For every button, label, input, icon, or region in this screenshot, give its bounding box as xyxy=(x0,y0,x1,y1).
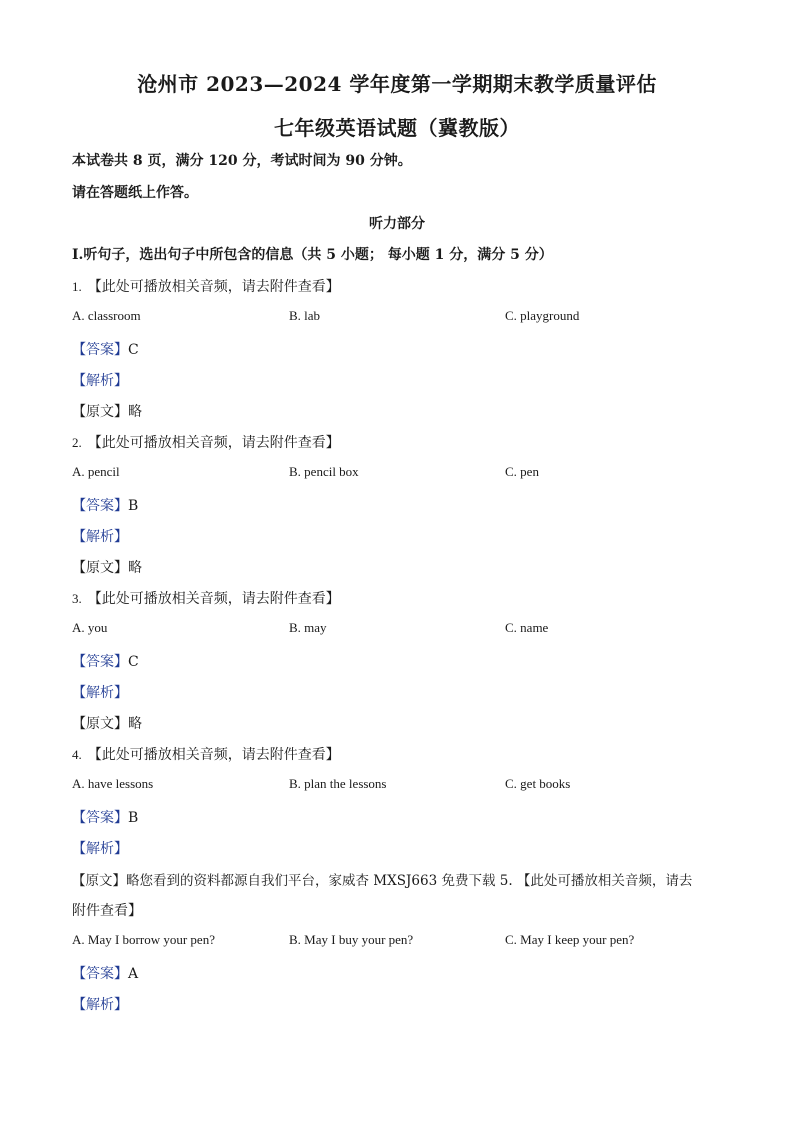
original-value: 略 xyxy=(128,716,142,732)
question-4-prompt xyxy=(72,744,340,764)
question-2-prompt xyxy=(72,432,340,452)
part-instruction: Ⅰ.听句子，选出句子中所包含的信息（共 5 小题； 每小题 1 分，满分 5 分） xyxy=(72,247,553,263)
section-heading: 听力部分 xyxy=(369,216,425,232)
exam-info-line: 本试卷共 8 页，满分 120 分，考试时间为 90 分钟。 xyxy=(72,153,412,169)
option-a: A. you xyxy=(72,620,108,635)
answer-line xyxy=(72,339,139,359)
answer-tag: 【答案】 xyxy=(72,654,128,670)
original-tag: 【原文】 xyxy=(72,404,128,420)
original-value: 略 xyxy=(128,404,142,420)
original-line-continuation: 附件查看】 xyxy=(72,903,142,919)
option-c: C. get books xyxy=(505,776,571,791)
question-3-prompt xyxy=(72,588,340,608)
answer-line xyxy=(72,807,138,827)
original-tag: 【原文】 xyxy=(72,873,126,889)
question-number: 2. xyxy=(72,435,82,450)
option-b: B. plan the lessons xyxy=(289,776,387,791)
option-b: B. lab xyxy=(289,308,321,323)
analysis-line xyxy=(72,370,128,390)
analysis-line xyxy=(72,526,128,546)
answer-value: A xyxy=(128,966,139,982)
option-c: C. name xyxy=(505,620,549,635)
option-c: C. May I keep your pen? xyxy=(505,932,635,947)
option-b: B. may xyxy=(289,620,327,635)
original-line xyxy=(72,713,142,733)
audio-prompt: 【此处可播放相关音频，请去附件查看】 xyxy=(87,591,340,607)
original-tag: 【原文】 xyxy=(72,716,128,732)
original-value: 略 xyxy=(128,560,142,576)
original-value: 略您看到的资料都源自我们平台，家威杏 MXSJ663 免费下载 5. 【此处可播放相关音频，请去 xyxy=(126,873,693,889)
analysis-tag: 【解析】 xyxy=(72,841,128,857)
answer-tag: 【答案】 xyxy=(72,498,128,514)
audio-prompt: 【此处可播放相关音频，请去附件查看】 xyxy=(87,747,340,763)
option-c: C. pen xyxy=(505,464,539,479)
answer-value: C xyxy=(128,654,139,670)
analysis-tag: 【解析】 xyxy=(72,685,128,701)
audio-prompt: 【此处可播放相关音频，请去附件查看】 xyxy=(87,435,340,451)
document-subtitle: 七年级英语试题（冀教版） xyxy=(274,116,520,140)
answer-tag: 【答案】 xyxy=(72,342,128,358)
analysis-line xyxy=(72,682,128,702)
question-number: 1. xyxy=(72,279,82,294)
option-a: A. pencil xyxy=(72,464,120,479)
analysis-line xyxy=(72,838,128,858)
document-title: 沧州市 2023—2024 学年度第一学期期末教学质量评估 xyxy=(137,72,657,96)
question-number: 4. xyxy=(72,747,82,762)
answer-value: C xyxy=(128,342,139,358)
analysis-tag: 【解析】 xyxy=(72,373,128,389)
answer-tag: 【答案】 xyxy=(72,966,128,982)
original-tag: 【原文】 xyxy=(72,560,128,576)
original-line xyxy=(72,401,142,421)
option-a: A. May I borrow your pen? xyxy=(72,932,215,947)
original-line xyxy=(72,869,692,889)
analysis-line xyxy=(72,994,128,1014)
answer-instruction-line: 请在答题纸上作答。 xyxy=(72,185,198,201)
option-b: B. pencil box xyxy=(289,464,359,479)
answer-line xyxy=(72,651,139,671)
analysis-tag: 【解析】 xyxy=(72,529,128,545)
answer-value: B xyxy=(128,810,139,826)
answer-line xyxy=(72,963,138,983)
answer-tag: 【答案】 xyxy=(72,810,128,826)
analysis-tag: 【解析】 xyxy=(72,997,128,1013)
answer-value: B xyxy=(128,498,139,514)
option-c: C. playground xyxy=(505,308,580,323)
option-a: A. have lessons xyxy=(72,776,154,791)
option-b: B. May I buy your pen? xyxy=(289,932,414,947)
original-line xyxy=(72,557,142,577)
answer-line xyxy=(72,495,138,515)
question-number: 3. xyxy=(72,591,82,606)
option-a: A. classroom xyxy=(72,308,141,323)
question-1-prompt xyxy=(72,276,340,296)
audio-prompt: 【此处可播放相关音频，请去附件查看】 xyxy=(87,279,340,295)
